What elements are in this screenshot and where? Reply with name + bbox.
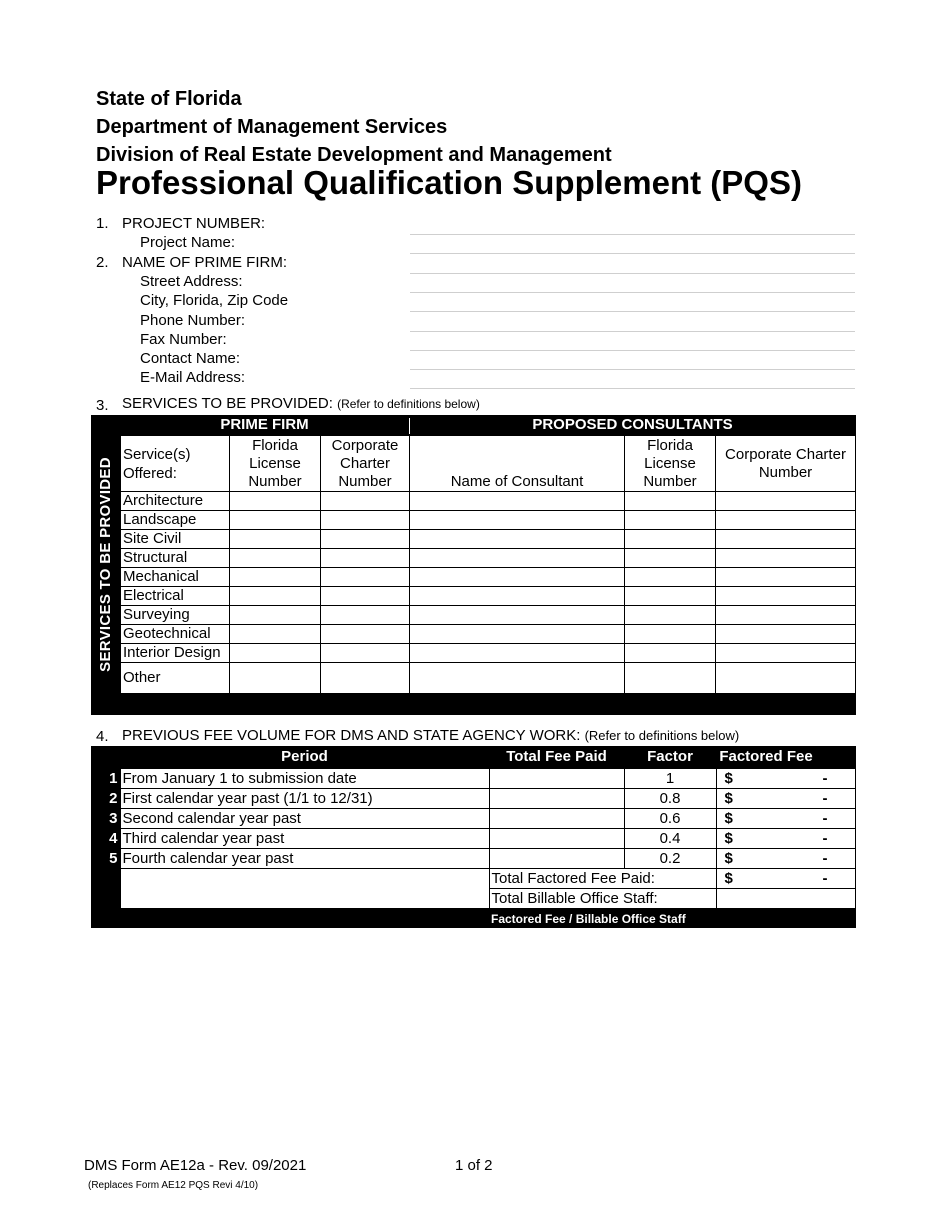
service-entry-cell[interactable] <box>716 530 856 549</box>
fee-table <box>91 768 856 909</box>
service-row <box>121 625 856 644</box>
section3-note: (Refer to definitions below) <box>337 397 480 411</box>
factored-fee-currency: $ <box>724 770 733 787</box>
service-entry-cell[interactable] <box>410 625 625 644</box>
service-entry-cell[interactable] <box>321 568 410 587</box>
service-entry-cell[interactable] <box>716 606 856 625</box>
fee-row <box>91 829 855 849</box>
field-input-line[interactable] <box>410 234 855 235</box>
total-factored-value-cell <box>716 869 855 889</box>
field-label: Contact Name: <box>140 350 241 368</box>
fee-factor: 0.2 <box>624 849 716 869</box>
service-entry-cell[interactable] <box>321 606 410 625</box>
service-entry-cell[interactable] <box>230 625 321 644</box>
factored-fee-cell <box>716 849 855 869</box>
total-fee-paid-cell[interactable] <box>489 809 624 829</box>
prime-firm-header: PRIME FIRM <box>220 416 309 433</box>
service-row <box>121 606 856 625</box>
service-name: Geotechnical <box>121 625 230 644</box>
total-fee-paid-cell[interactable] <box>489 789 624 809</box>
services-side-label-wrap <box>91 435 120 693</box>
service-row <box>121 511 856 530</box>
col-corporate-charter-2: Corporate Charter Number <box>716 436 856 492</box>
fee-body <box>91 769 855 869</box>
service-entry-cell[interactable] <box>230 606 321 625</box>
form-number: DMS Form AE12a - Rev. 09/2021 <box>84 1157 307 1174</box>
factored-fee-value: - <box>822 830 828 847</box>
factored-fee-per-staff-label: Factored Fee / Billable Office Staff <box>491 912 686 926</box>
section4-number: 4. <box>96 728 109 745</box>
service-entry-cell[interactable] <box>716 587 856 606</box>
service-entry-cell[interactable] <box>321 549 410 568</box>
service-name: Architecture <box>121 492 230 511</box>
service-entry-cell[interactable] <box>625 587 716 606</box>
proposed-consultants-header: PROPOSED CONSULTANTS <box>532 416 733 433</box>
service-entry-cell[interactable] <box>410 549 625 568</box>
col-florida-license: Florida License Number <box>230 436 321 492</box>
service-entry-cell[interactable] <box>321 663 410 694</box>
service-entry-cell[interactable] <box>410 568 625 587</box>
service-name: Electrical <box>121 587 230 606</box>
factored-fee-currency: $ <box>724 850 733 867</box>
header-department: Department of Management Services <box>96 116 448 138</box>
service-entry-cell[interactable] <box>716 663 856 694</box>
total-fee-paid-cell[interactable] <box>489 769 624 789</box>
field-input-line[interactable] <box>410 350 855 351</box>
service-entry-cell[interactable] <box>625 568 716 587</box>
fee-row <box>91 809 855 829</box>
service-entry-cell[interactable] <box>625 492 716 511</box>
service-entry-cell[interactable] <box>410 663 625 694</box>
services-table <box>120 435 856 694</box>
totals-blank-cell <box>120 869 489 909</box>
header-division: Division of Real Estate Development and Management <box>96 144 612 166</box>
service-entry-cell[interactable] <box>716 568 856 587</box>
service-row <box>121 549 856 568</box>
total-fee-paid-cell[interactable] <box>489 849 624 869</box>
service-entry-cell[interactable] <box>410 606 625 625</box>
fee-row <box>91 789 855 809</box>
service-entry-cell[interactable] <box>321 644 410 663</box>
service-entry-cell[interactable] <box>625 549 716 568</box>
fee-row-number: 2 <box>91 789 120 809</box>
blank-num-cell <box>91 869 120 889</box>
field-label: Project Name: <box>140 234 236 252</box>
section3-heading <box>122 394 480 414</box>
fee-period: Third calendar year past <box>120 829 489 849</box>
service-entry-cell[interactable] <box>321 530 410 549</box>
services-body <box>121 492 856 694</box>
fee-period: From January 1 to submission date <box>120 769 489 789</box>
service-entry-cell[interactable] <box>230 549 321 568</box>
factored-fee-currency: $ <box>724 790 733 807</box>
fee-row-number: 4 <box>91 829 120 849</box>
service-entry-cell[interactable] <box>321 492 410 511</box>
service-name: Mechanical <box>121 568 230 587</box>
col-factor: Factor <box>647 748 693 765</box>
service-name: Structural <box>121 549 230 568</box>
service-row <box>121 663 856 694</box>
field-input-line[interactable] <box>410 388 855 389</box>
factored-fee-currency: $ <box>724 830 733 847</box>
service-row <box>121 568 856 587</box>
field-input-line[interactable] <box>410 311 855 312</box>
total-staff-value-cell[interactable] <box>716 889 855 909</box>
total-fee-paid-cell[interactable] <box>489 829 624 849</box>
service-entry-cell[interactable] <box>410 644 625 663</box>
service-entry-cell[interactable] <box>321 511 410 530</box>
blank-num-cell <box>91 889 120 909</box>
fee-row-number: 5 <box>91 849 120 869</box>
service-entry-cell[interactable] <box>410 530 625 549</box>
service-entry-cell[interactable] <box>625 663 716 694</box>
field-input-line[interactable] <box>410 273 855 274</box>
total-factored-row <box>91 869 855 889</box>
field-label: PROJECT NUMBER: <box>122 215 266 232</box>
total-factored-value: - <box>822 870 828 887</box>
fee-factor: 1 <box>624 769 716 789</box>
service-entry-cell[interactable] <box>230 663 321 694</box>
service-entry-cell[interactable] <box>230 492 321 511</box>
factored-fee-value: - <box>822 810 828 827</box>
service-entry-cell[interactable] <box>716 511 856 530</box>
section4-heading <box>122 726 739 745</box>
service-entry-cell[interactable] <box>410 492 625 511</box>
service-entry-cell[interactable] <box>625 625 716 644</box>
total-factored-currency: $ <box>724 870 733 887</box>
section3-label: SERVICES TO BE PROVIDED: <box>122 395 333 412</box>
col-consultant-name: Name of Consultant <box>410 436 625 492</box>
service-entry-cell[interactable] <box>716 492 856 511</box>
factored-fee-cell <box>716 769 855 789</box>
field-number: 1. <box>96 215 109 232</box>
fee-row-number: 3 <box>91 809 120 829</box>
fee-factor: 0.6 <box>624 809 716 829</box>
col-factored-fee: Factored Fee <box>719 748 813 765</box>
field-label: Street Address: <box>140 272 243 290</box>
field-label: NAME OF PRIME FIRM: <box>122 253 287 271</box>
fee-factor: 0.4 <box>624 829 716 849</box>
factored-fee-value: - <box>822 790 828 807</box>
factored-fee-currency: $ <box>724 810 733 827</box>
col-period: Period <box>281 748 328 765</box>
page-title: Professional Qualification Supplement (PQS) <box>96 164 802 201</box>
service-entry-cell[interactable] <box>625 606 716 625</box>
section4-label: PREVIOUS FEE VOLUME FOR DMS AND STATE AGENCY WORK: <box>122 727 581 744</box>
field-label: Fax Number: <box>140 330 227 348</box>
section3-number: 3. <box>96 397 109 414</box>
col-corporate-charter: Corporate Charter Number <box>321 436 410 492</box>
header-state: State of Florida <box>96 88 242 110</box>
service-name: Other <box>121 663 230 694</box>
factored-fee-cell <box>716 809 855 829</box>
service-entry-cell[interactable] <box>321 625 410 644</box>
services-header-row <box>121 436 856 492</box>
services-side-label: SERVICES TO BE PROVIDED <box>97 456 115 672</box>
fee-row-number: 1 <box>91 769 120 789</box>
factored-fee-cell <box>716 829 855 849</box>
fee-period: First calendar year past (1/1 to 12/31) <box>120 789 489 809</box>
service-name: Surveying <box>121 606 230 625</box>
fee-period: Fourth calendar year past <box>120 849 489 869</box>
service-row <box>121 644 856 663</box>
service-row <box>121 587 856 606</box>
fee-period: Second calendar year past <box>120 809 489 829</box>
section4-note: (Refer to definitions below) <box>584 728 740 743</box>
service-entry-cell[interactable] <box>230 644 321 663</box>
field-label: City, Florida, Zip Code <box>140 292 289 310</box>
service-entry-cell[interactable] <box>716 549 856 568</box>
service-name: Landscape <box>121 511 230 530</box>
col-services-offered: Service(s) Offered: <box>121 436 230 492</box>
field-input-line[interactable] <box>410 331 855 332</box>
service-entry-cell[interactable] <box>625 511 716 530</box>
service-entry-cell[interactable] <box>410 587 625 606</box>
field-input-line[interactable] <box>410 292 855 293</box>
service-row <box>121 492 856 511</box>
total-staff-label: Total Billable Office Staff: <box>489 889 716 909</box>
service-entry-cell[interactable] <box>716 625 856 644</box>
field-label: E-Mail Address: <box>140 369 246 387</box>
replaces-note: (Replaces Form AE12 PQS Revi 4/10) <box>88 1180 259 1191</box>
service-entry-cell[interactable] <box>230 587 321 606</box>
factored-fee-value: - <box>822 850 828 867</box>
factored-fee-cell <box>716 789 855 809</box>
col-total-fee-paid: Total Fee Paid <box>506 748 607 765</box>
col-florida-license-2: Florida License Number <box>625 436 716 492</box>
field-input-line[interactable] <box>410 369 855 370</box>
total-factored-label: Total Factored Fee Paid: <box>489 869 716 889</box>
service-name: Interior Design <box>121 644 230 663</box>
service-entry-cell[interactable] <box>410 511 625 530</box>
service-entry-cell[interactable] <box>625 644 716 663</box>
service-entry-cell[interactable] <box>625 530 716 549</box>
page-number: 1 of 2 <box>455 1157 493 1174</box>
service-entry-cell[interactable] <box>716 644 856 663</box>
service-entry-cell[interactable] <box>230 511 321 530</box>
field-number: 2. <box>96 253 109 271</box>
service-entry-cell[interactable] <box>321 587 410 606</box>
service-entry-cell[interactable] <box>230 568 321 587</box>
fee-factor: 0.8 <box>624 789 716 809</box>
fee-row <box>91 849 855 869</box>
service-row <box>121 530 856 549</box>
fee-row <box>91 769 855 789</box>
service-entry-cell[interactable] <box>230 530 321 549</box>
service-name: Site Civil <box>121 530 230 549</box>
factored-fee-value: - <box>822 770 828 787</box>
field-input-line[interactable] <box>410 253 855 254</box>
field-label: Phone Number: <box>140 311 246 329</box>
